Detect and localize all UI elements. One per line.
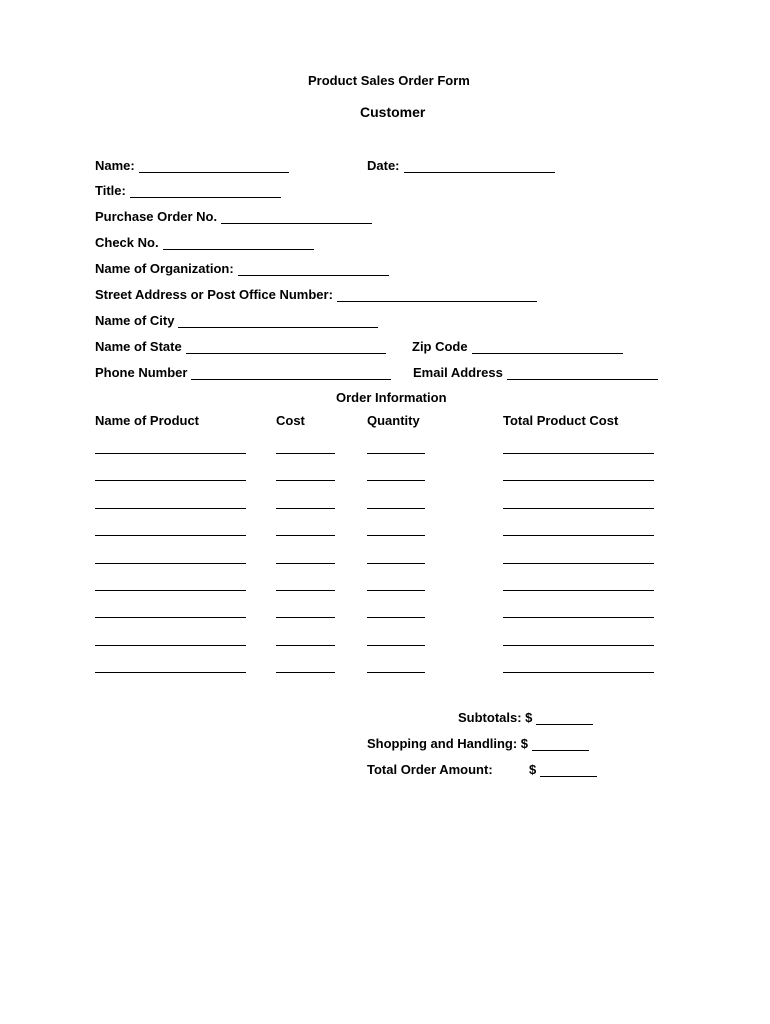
shipping-label: Shopping and Handling: $	[367, 736, 529, 751]
order-quantity-blank[interactable]	[367, 508, 425, 509]
city-field[interactable]	[95, 313, 378, 328]
order-quantity-blank[interactable]	[367, 645, 425, 646]
order-total-blank[interactable]	[503, 590, 654, 591]
order-cost-blank[interactable]	[276, 535, 335, 536]
phone-label: Phone Number	[95, 365, 188, 380]
title-label: Title:	[95, 183, 126, 198]
zip-label: Zip Code	[412, 339, 468, 354]
check-number-field[interactable]	[95, 235, 314, 250]
zip-field[interactable]	[412, 339, 623, 354]
state-label: Name of State	[95, 339, 182, 354]
city-label: Name of City	[95, 313, 175, 328]
city-blank[interactable]	[178, 315, 378, 328]
date-blank[interactable]	[404, 160, 555, 173]
order-quantity-blank[interactable]	[367, 617, 425, 618]
subtotals-label: Subtotals: $	[458, 710, 533, 725]
shipping-blank[interactable]	[532, 738, 589, 751]
order-product-blank[interactable]	[95, 508, 246, 509]
form-title: Product Sales Order Form	[308, 73, 470, 88]
order-product-blank[interactable]	[95, 535, 246, 536]
column-header-quantity: Quantity	[367, 413, 420, 428]
order-cost-blank[interactable]	[276, 672, 335, 673]
subtotals-field[interactable]	[458, 710, 593, 725]
phone-field[interactable]	[95, 365, 391, 380]
total-order-currency: $	[529, 762, 537, 777]
check-number-blank[interactable]	[163, 237, 314, 250]
order-quantity-blank[interactable]	[367, 453, 425, 454]
organization-field[interactable]	[95, 261, 389, 276]
email-field[interactable]	[413, 365, 658, 380]
order-cost-blank[interactable]	[276, 617, 335, 618]
order-quantity-blank[interactable]	[367, 590, 425, 591]
order-cost-blank[interactable]	[276, 590, 335, 591]
po-number-field[interactable]	[95, 209, 372, 224]
name-field[interactable]	[95, 158, 289, 173]
street-address-field[interactable]	[95, 287, 537, 302]
order-quantity-blank[interactable]	[367, 563, 425, 564]
order-total-blank[interactable]	[503, 672, 654, 673]
section-title-customer: Customer	[360, 104, 426, 120]
order-cost-blank[interactable]	[276, 508, 335, 509]
shipping-field[interactable]	[367, 736, 589, 751]
order-quantity-blank[interactable]	[367, 535, 425, 536]
order-total-blank[interactable]	[503, 480, 654, 481]
order-total-blank[interactable]	[503, 617, 654, 618]
order-product-blank[interactable]	[95, 617, 246, 618]
order-total-blank[interactable]	[503, 508, 654, 509]
order-product-blank[interactable]	[95, 590, 246, 591]
email-blank[interactable]	[507, 367, 658, 380]
order-total-blank[interactable]	[503, 535, 654, 536]
order-product-blank[interactable]	[95, 453, 246, 454]
order-total-blank[interactable]	[503, 563, 654, 564]
order-product-blank[interactable]	[95, 480, 246, 481]
street-address-blank[interactable]	[337, 289, 537, 302]
title-blank[interactable]	[130, 185, 281, 198]
state-field[interactable]	[95, 339, 386, 354]
organization-blank[interactable]	[238, 263, 389, 276]
name-label: Name:	[95, 158, 135, 173]
order-cost-blank[interactable]	[276, 645, 335, 646]
column-header-cost: Cost	[276, 413, 305, 428]
check-number-label: Check No.	[95, 235, 159, 250]
state-blank[interactable]	[186, 341, 386, 354]
column-header-total: Total Product Cost	[503, 413, 619, 428]
phone-blank[interactable]	[191, 367, 391, 380]
name-blank[interactable]	[139, 160, 289, 173]
po-number-label: Purchase Order No.	[95, 209, 218, 224]
order-product-blank[interactable]	[95, 645, 246, 646]
order-cost-blank[interactable]	[276, 563, 335, 564]
title-field[interactable]	[95, 183, 281, 198]
date-label: Date:	[367, 158, 400, 173]
order-quantity-blank[interactable]	[367, 672, 425, 673]
organization-label: Name of Organization:	[95, 261, 234, 276]
zip-blank[interactable]	[472, 341, 623, 354]
total-order-blank[interactable]	[540, 764, 597, 777]
order-cost-blank[interactable]	[276, 480, 335, 481]
street-address-label: Street Address or Post Office Number:	[95, 287, 333, 302]
total-order-label: Total Order Amount:	[367, 762, 493, 777]
total-order-field[interactable]	[529, 762, 597, 777]
order-cost-blank[interactable]	[276, 453, 335, 454]
column-header-product: Name of Product	[95, 413, 200, 428]
order-product-blank[interactable]	[95, 672, 246, 673]
subtotals-blank[interactable]	[536, 712, 593, 725]
email-label: Email Address	[413, 365, 503, 380]
order-information-heading: Order Information	[336, 390, 447, 405]
order-product-blank[interactable]	[95, 563, 246, 564]
order-total-blank[interactable]	[503, 453, 654, 454]
order-quantity-blank[interactable]	[367, 480, 425, 481]
po-number-blank[interactable]	[221, 211, 372, 224]
date-field[interactable]	[367, 158, 555, 173]
order-total-blank[interactable]	[503, 645, 654, 646]
